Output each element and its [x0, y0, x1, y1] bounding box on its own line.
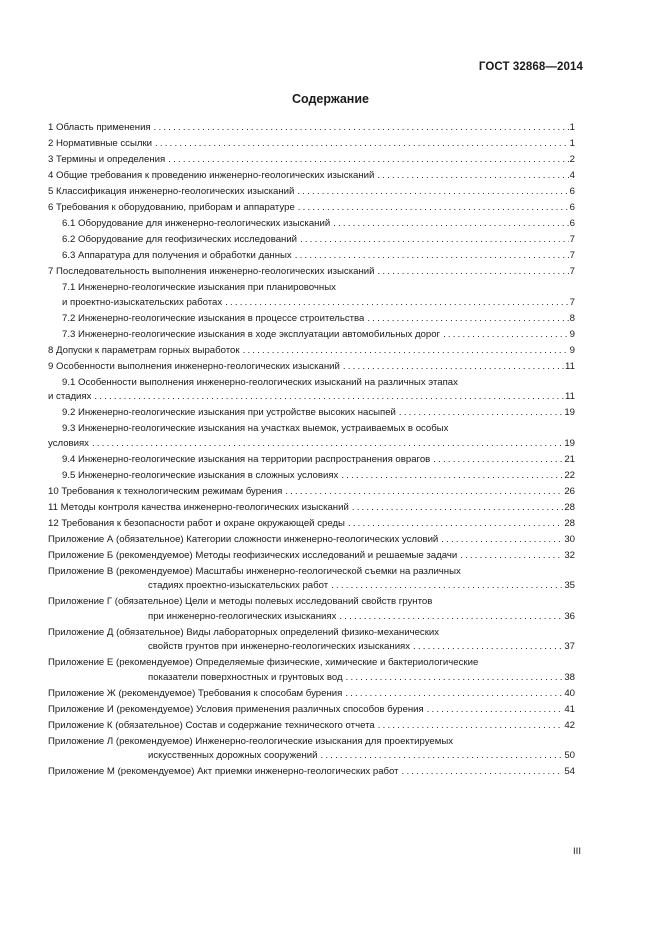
toc-entry-title: Приложение И (рекомендуемое) Условия применения различных способов бурения	[48, 703, 424, 715]
toc-leader-dots	[285, 485, 563, 500]
toc-entry-title: 7 Последовательность выполнения инженерно-геологических изысканий	[48, 266, 375, 277]
toc-entry-title: 6.1 Оборудование для инженерно-геологических изысканий	[62, 218, 331, 229]
toc-entry-page: 28	[564, 517, 575, 529]
toc-entry-title: 7.1 Инженерно-геологические изыскания при планировочных	[62, 282, 336, 293]
toc-entry-page: 6	[569, 218, 575, 229]
toc-entry-title: 9.3 Инженерно-геологические изыскания на участках выемок, устраиваемых в особых	[62, 423, 449, 434]
toc-entry-page: 6	[569, 202, 575, 213]
toc-entry-page: 2	[569, 154, 575, 165]
toc-entry-title: 5 Классификация инженерно-геологических изысканий	[48, 186, 295, 197]
toc-entry-page: 7	[569, 266, 575, 277]
toc-entry[interactable]	[48, 406, 575, 421]
toc-entry[interactable]	[48, 626, 575, 655]
toc-leader-dots	[348, 517, 563, 532]
toc-entry-title: Приложение Б (рекомендуемое) Методы геофизических исследований и решаемые задачи	[48, 549, 458, 561]
toc-entry-page: 38	[564, 671, 575, 683]
toc-entry[interactable]	[48, 265, 575, 280]
toc-entry[interactable]	[48, 765, 575, 780]
toc-entry-title: 10 Требования к технологическим режимам бурения	[48, 485, 283, 497]
toc-entry-page: 11	[565, 360, 575, 372]
toc-entry-title: 6.2 Оборудование для геофизических исследований	[62, 234, 298, 245]
toc-leader-dots	[352, 501, 564, 516]
toc-entry-title: 9.2 Инженерно-геологические изыскания при устройстве высоких насыпей	[62, 407, 396, 418]
toc-entry[interactable]	[48, 501, 575, 516]
toc-entry[interactable]	[48, 376, 575, 405]
toc-entry-title: показатели поверхностных и грунтовых вод	[148, 671, 343, 683]
toc-entry-page: 9	[569, 344, 575, 356]
page-folio: III	[573, 846, 581, 857]
toc-entry-title: свойств грунтов при инженерно-геологических изысканиях	[148, 641, 411, 652]
toc-entry[interactable]	[48, 121, 575, 136]
toc-entry-title: 9.1 Особенности выполнения инженерно-геологических изысканий на различных этапах	[62, 376, 458, 388]
toc-leader-dots	[399, 406, 563, 421]
toc-entry-page: 41	[564, 703, 575, 715]
toc-leader-dots	[413, 640, 563, 655]
toc-leader-dots	[345, 687, 563, 702]
toc-leader-dots	[92, 437, 563, 452]
toc-entry-title: Приложение М (рекомендуемое) Акт приемки инженерно-геологических работ	[48, 766, 399, 777]
toc-leader-dots	[339, 610, 563, 625]
toc-leader-dots	[402, 765, 564, 780]
toc-leader-dots	[333, 217, 568, 232]
toc-leader-dots	[343, 360, 564, 375]
toc-entry-title: 7.3 Инженерно-геологические изыскания в ходе эксплуатации автомобильных дорог	[62, 328, 441, 340]
toc-entry[interactable]	[48, 517, 575, 532]
toc-entry[interactable]	[48, 687, 575, 702]
toc-entry-title: 9.4 Инженерно-геологические изыскания на территории распространения оврагов	[62, 453, 431, 465]
toc-leader-dots	[433, 453, 563, 468]
toc-leader-dots	[320, 749, 563, 764]
toc-entry-title: Приложение Е (рекомендуемое) Определяемые физические, химические и бактериологические	[48, 657, 479, 668]
toc-entry-page: 9	[569, 328, 575, 340]
toc-entry[interactable]	[48, 328, 575, 343]
toc-entry[interactable]	[48, 656, 575, 685]
toc-entry-page: 1	[569, 138, 575, 149]
toc-entry-page: 11	[565, 391, 575, 402]
toc-entry-title: Приложение А (обязательное) Категории сложности инженерно-геологических условий	[48, 533, 439, 545]
document-code: ГОСТ 32868—2014	[478, 61, 583, 73]
toc-leader-dots	[377, 265, 568, 280]
toc-leader-dots	[443, 328, 569, 343]
toc-entry[interactable]	[48, 249, 575, 264]
toc-entry-page: 1	[569, 122, 575, 133]
toc-entry-title: стадиях проектно-изыскательских работ	[148, 580, 329, 591]
toc-leader-dots	[243, 344, 569, 359]
toc-entry-title: 3 Термины и определения	[48, 154, 166, 165]
toc-entry[interactable]	[48, 549, 575, 564]
toc-entry[interactable]	[48, 201, 575, 216]
toc-entry-title: 6.3 Аппаратура для получения и обработки данных	[62, 250, 292, 261]
toc-entry[interactable]	[48, 703, 575, 718]
toc-entry[interactable]	[48, 217, 575, 232]
toc-entry[interactable]	[48, 533, 575, 548]
toc-leader-dots	[154, 121, 569, 136]
toc-entry[interactable]	[48, 719, 575, 734]
toc-entry[interactable]	[48, 735, 575, 764]
toc-leader-dots	[377, 169, 568, 184]
toc-entry-page: 54	[564, 766, 575, 777]
toc-entry[interactable]	[48, 281, 575, 310]
toc-entry-title: 6 Требования к оборудованию, приборам и аппаратуре	[48, 202, 295, 213]
toc-entry-title: Приложение Г (обязательное) Цели и методы полевых исследований свойств грунтов	[48, 596, 433, 607]
toc-entry-title: 12 Требования к безопасности работ и охране окружающей среды	[48, 517, 345, 529]
toc-leader-dots	[367, 312, 568, 327]
table-of-contents	[48, 121, 575, 780]
toc-entry-page: 30	[564, 533, 575, 545]
toc-entry-title: Приложение Д (обязательное) Виды лабораторных определений физико-механических	[48, 626, 440, 638]
toc-leader-dots	[427, 703, 564, 718]
toc-entry[interactable]	[48, 360, 575, 375]
toc-entry-page: 37	[564, 641, 575, 652]
toc-entry-title: 1 Область применения	[48, 122, 151, 133]
toc-entry-page: 19	[564, 407, 575, 418]
toc-entry-title: 2 Нормативные ссылки	[48, 138, 153, 149]
toc-entry-page: 7	[569, 234, 575, 245]
toc-entry[interactable]	[48, 137, 575, 152]
toc-entry-page: 19	[564, 437, 575, 449]
toc-entry-title: 4 Общие требования к проведению инженерно-геологических изысканий	[48, 170, 375, 181]
toc-leader-dots	[460, 549, 563, 564]
toc-entry-title: Приложение В (рекомендуемое) Масштабы инженерно-геологической съемки на различных	[48, 565, 461, 577]
toc-entry[interactable]	[48, 469, 575, 484]
toc-entry[interactable]	[48, 312, 575, 327]
toc-leader-dots	[346, 671, 564, 686]
toc-entry-page: 7	[569, 296, 575, 308]
toc-entry-page: 42	[564, 719, 575, 731]
toc-entry[interactable]	[48, 453, 575, 468]
toc-entry[interactable]	[48, 169, 575, 184]
toc-entry-page: 26	[564, 485, 575, 497]
toc-entry-page: 6	[569, 186, 575, 197]
toc-entry-title: 9 Особенности выполнения инженерно-геологических изысканий	[48, 360, 340, 372]
toc-leader-dots	[341, 469, 563, 484]
toc-leader-dots	[298, 201, 569, 216]
toc-entry[interactable]	[48, 595, 575, 624]
toc-entry[interactable]	[48, 565, 575, 594]
toc-entry-page: 36	[564, 610, 575, 622]
toc-entry[interactable]	[48, 153, 575, 168]
toc-entry-title: и проектно-изыскательских работах	[62, 296, 223, 308]
toc-entry-title: 8 Допуски к параметрам горных выработок	[48, 344, 240, 356]
toc-leader-dots	[94, 390, 564, 405]
toc-leader-dots	[297, 185, 568, 200]
toc-entry-page: 32	[564, 549, 575, 561]
toc-entry-page: 21	[564, 453, 575, 465]
toc-entry-page: 4	[569, 170, 575, 181]
toc-leader-dots	[168, 153, 568, 168]
toc-entry[interactable]	[48, 422, 575, 451]
toc-entry-title: 9.5 Инженерно-геологические изыскания в сложных условиях	[62, 469, 339, 481]
toc-entry-title: при инженерно-геологических изысканиях	[148, 610, 337, 622]
page-title: Содержание	[291, 92, 369, 106]
toc-entry-title: Приложение Л (рекомендуемое) Инженерно-геологические изыскания для проектируемых	[48, 735, 454, 747]
toc-entry-page: 40	[564, 687, 575, 699]
toc-leader-dots	[441, 533, 563, 548]
toc-entry-title: Приложение Ж (рекомендуемое) Требования к способам бурения	[48, 687, 343, 699]
toc-entry[interactable]	[48, 344, 575, 359]
toc-entry[interactable]	[48, 185, 575, 200]
toc-entry-title: 7.2 Инженерно-геологические изыскания в процессе строительства	[62, 312, 365, 324]
toc-leader-dots	[378, 719, 564, 734]
toc-entry-title: Приложение К (обязательное) Состав и содержание технического отчета	[48, 719, 375, 731]
toc-entry-title: 11 Методы контроля качества инженерно-геологических изысканий	[48, 501, 349, 513]
toc-entry[interactable]	[48, 233, 575, 248]
toc-leader-dots	[225, 296, 568, 311]
toc-entry-page: 8	[569, 312, 575, 324]
toc-entry-title: искусственных дорожных сооружений	[148, 750, 318, 761]
toc-entry-page: 7	[569, 250, 575, 261]
toc-entry-title: условиях	[48, 437, 89, 449]
toc-leader-dots	[331, 579, 563, 594]
toc-entry-page: 35	[564, 580, 575, 591]
toc-entry-title: и стадиях	[48, 391, 92, 402]
toc-leader-dots	[155, 137, 569, 152]
toc-entry-page: 50	[564, 750, 575, 761]
toc-entry-page: 22	[564, 469, 575, 481]
toc-entry[interactable]	[48, 485, 575, 500]
toc-leader-dots	[300, 233, 569, 248]
toc-entry-page: 28	[564, 501, 575, 513]
toc-leader-dots	[295, 249, 569, 264]
